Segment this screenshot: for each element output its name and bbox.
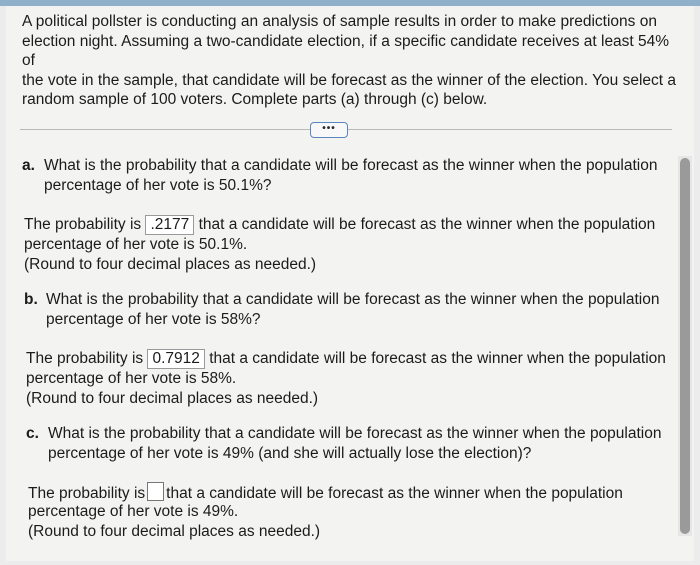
answer-suffix: that a candidate will be forecast as the winner when the population — [209, 350, 666, 367]
rounding-note: (Round to four decimal places as needed.) — [26, 390, 319, 407]
question-b-cont: percentage of her vote is 58%? — [46, 311, 261, 328]
question-text: What is the probability that a candidate will be forecast as the winner when the population — [48, 425, 662, 442]
question-a — [22, 156, 657, 176]
intro-line: the vote in the sample, that candidate will be forecast as the winner of the election. You select a — [22, 71, 676, 89]
answer-prefix: The probability is — [24, 216, 142, 233]
part-label: a. — [22, 157, 35, 174]
question-c — [26, 424, 661, 444]
answer-b-cont: percentage of her vote is 58%. — [26, 370, 237, 387]
answer-a-value[interactable]: .2177 — [145, 215, 194, 235]
problem-statement — [22, 12, 682, 110]
question-b — [24, 290, 659, 310]
question-c-cont: percentage of her vote is 49% (and she will actually lose the election)? — [48, 445, 532, 462]
part-label: b. — [24, 291, 38, 308]
answer-c — [28, 482, 623, 504]
answer-a — [24, 215, 655, 235]
question-text: What is the probability that a candidate will be forecast as the winner when the population — [46, 291, 660, 308]
answer-a-cont: percentage of her vote is 50.1%. — [24, 236, 248, 253]
part-label: c. — [26, 425, 39, 442]
answer-suffix: that a candidate will be forecast as the winner when the population — [166, 485, 623, 502]
intro-line: election night. Assuming a two-candidate election, if a specific candidate receives at least 54% of — [22, 32, 670, 69]
rounding-note: (Round to four decimal places as needed.) — [28, 523, 321, 540]
answer-prefix: The probability is — [28, 485, 146, 502]
answer-c-cont: percentage of her vote is 49%. — [28, 503, 239, 520]
intro-line: A political pollster is conducting an analysis of sample results in order to make predictions on — [22, 13, 657, 30]
expand-button[interactable]: ••• — [310, 122, 348, 138]
answer-prefix: The probability is — [26, 350, 144, 367]
rounding-note: (Round to four decimal places as needed.) — [24, 256, 317, 273]
answer-c-input[interactable] — [147, 482, 164, 501]
question-panel — [6, 6, 694, 561]
question-a-cont: percentage of her vote is 50.1%? — [44, 177, 272, 194]
answer-suffix: that a candidate will be forecast as the winner when the population — [198, 216, 656, 233]
intro-line: random sample of 100 voters. Complete parts (a) through (c) below. — [22, 91, 488, 108]
question-text: What is the probability that a candidate will be forecast as the winner when the population — [44, 157, 658, 174]
answer-b-value[interactable]: 0.7912 — [147, 349, 204, 369]
scrollbar-thumb[interactable] — [680, 158, 690, 534]
answer-b — [26, 349, 666, 369]
